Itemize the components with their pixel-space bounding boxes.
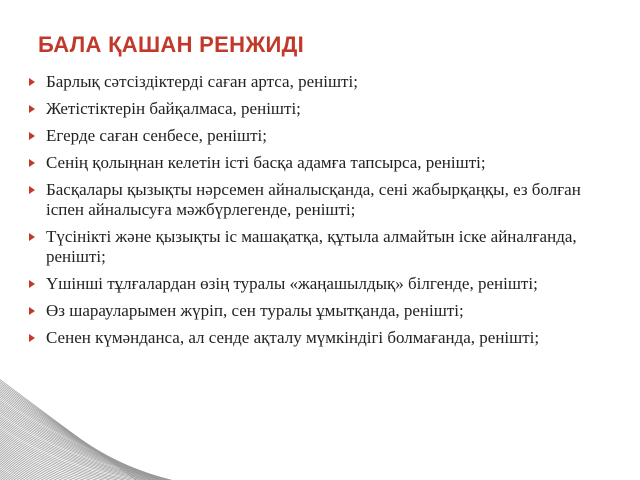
decorative-line: [0, 465, 354, 480]
decorative-line: [0, 405, 223, 480]
list-item-text: Жетістіктерін байқалмаса, ренішті;: [46, 99, 301, 118]
decorative-line: [0, 381, 169, 480]
list-item-text: Басқалары қызықты нәрсемен айналысқанда, сені жабырқаңқы, ез болған іспен айналысуға мәжбүрлегенде, ренішті;: [46, 180, 581, 219]
triangle-bullet-icon: [29, 105, 35, 113]
decorative-line: [0, 474, 373, 480]
list-item-text: Түсінікті және қызықты іс машақатқа, құтыла алмайтын іске айналғанда, ренішті;: [46, 227, 577, 266]
list-item: [28, 153, 618, 173]
triangle-bullet-icon: [29, 159, 35, 167]
triangle-bullet-icon: [29, 132, 35, 140]
list-item-text: Сенен күмәнданса, ал сенде ақталу мүмкіндігі болмағанда, ренішті;: [46, 328, 540, 347]
list-item: [28, 227, 618, 267]
decorative-line: [0, 374, 154, 480]
triangle-bullet-icon: [29, 307, 35, 315]
slide-title: БАЛА ҚАШАН РЕНЖИДІ: [38, 32, 304, 57]
list-item: [28, 180, 618, 220]
decorative-line: [0, 455, 330, 480]
triangle-bullet-icon: [29, 334, 35, 342]
list-item: [28, 328, 618, 348]
decorative-line: [0, 379, 165, 480]
list-item: [28, 99, 618, 119]
bullet-list: [28, 72, 618, 355]
list-item-text: Үшінші тұлғалардан өзің туралы «жаңашылдық» білгенде, ренішті;: [46, 274, 538, 293]
list-item: [28, 72, 618, 92]
decorative-line: [0, 460, 342, 480]
list-item-text: Сенің қолыңнан келетін істі басқа адамға тапсырса, ренішті;: [46, 153, 486, 172]
list-item: [28, 274, 618, 294]
list-item-text: Өз шарауларымен жүріп, сен туралы ұмытқанда, ренішті;: [46, 301, 464, 320]
triangle-bullet-icon: [29, 233, 35, 241]
triangle-bullet-icon: [29, 280, 35, 288]
triangle-bullet-icon: [29, 78, 35, 86]
decorative-line: [0, 446, 311, 480]
list-item-text: Егерде саған сенбесе, ренішті;: [46, 126, 267, 145]
triangle-bullet-icon: [29, 186, 35, 194]
list-item-text: Барлық сәтсіздіктерді саған артса, ренішті;: [46, 72, 358, 91]
list-item: [28, 301, 618, 321]
list-item: [28, 126, 618, 146]
